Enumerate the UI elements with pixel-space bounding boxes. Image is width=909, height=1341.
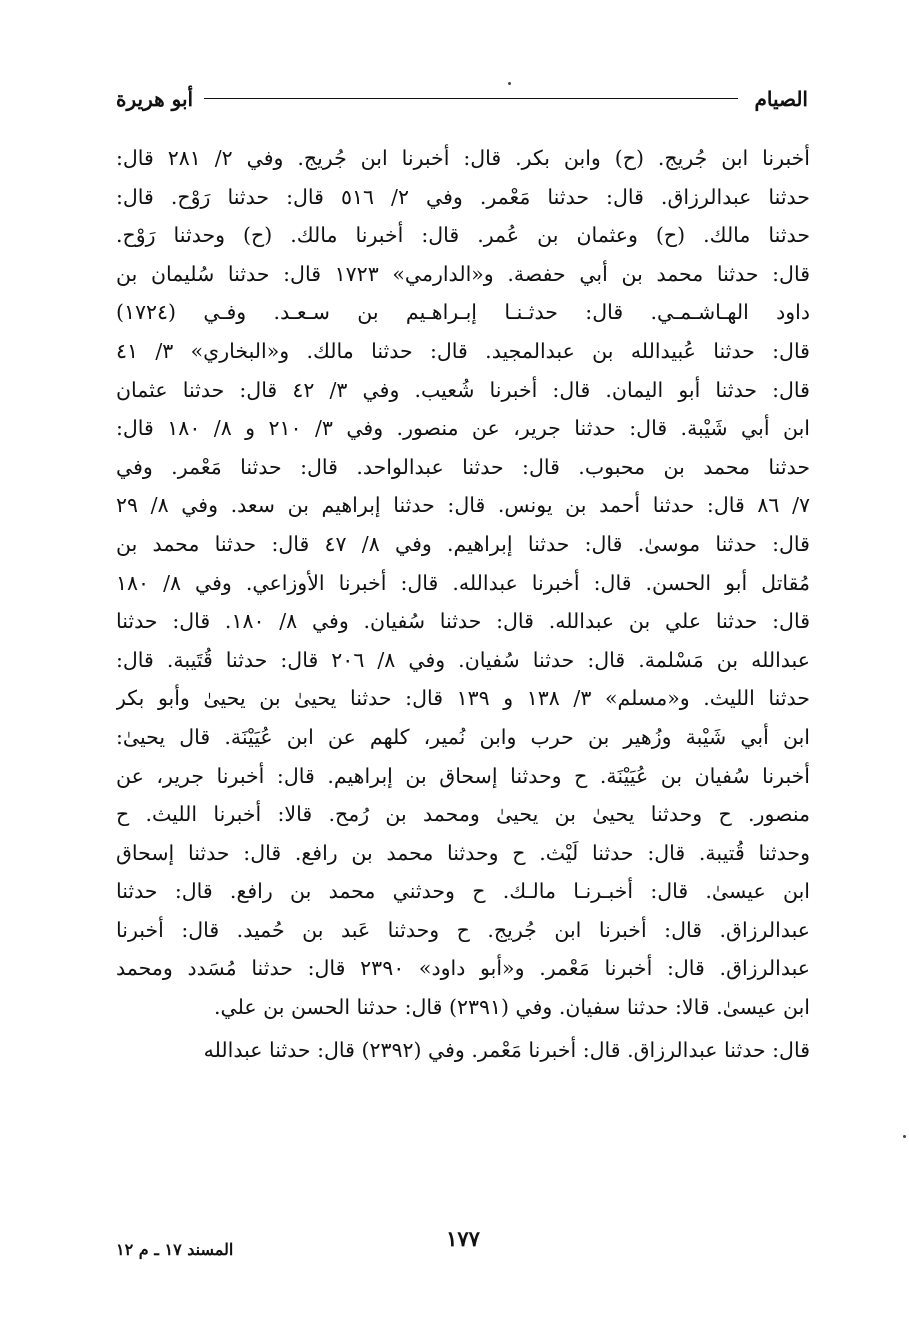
text-line: ابن عيسىٰ. قالا: حدثنا سفيان. وفي (٢٣٩١) قال: حدثنا الحسن بن علي. xyxy=(213,995,810,1020)
page-footer xyxy=(116,1226,810,1266)
text-line: قال: حدثنا عُبيدالله بن عبدالمجيد. قال: حدثنا مالك. و«البخاري» ٣/ ٤١ xyxy=(116,338,810,363)
text-line: أخبرنا سُفيان بن عُيَيْنَة. ح وحدثنا إسحاق بن إبراهيم. قال: أخبرنا جرير، عن xyxy=(116,763,810,788)
text-line: داود الهـاشـمـي. قال: حدثـنـا إبـراهـيم بن سـعـد. وفـي (١٧٢٤) xyxy=(116,300,810,325)
text-line: حدثنا عبدالرزاق. قال: حدثنا مَعْمر. وفي ٢/ ٥١٦ قال: حدثنا رَوْح. قال: xyxy=(116,184,810,209)
page-number: ١٧٧ xyxy=(446,1226,480,1251)
text-line: حدثنا محمد بن محبوب. قال: حدثنا عبدالواحد. قال: حدثنا مَعْمر. وفي xyxy=(116,454,810,479)
text-line: ٧/ ٨٦ قال: حدثنا أحمد بن يونس. قال: حدثنا إبراهيم بن سعد. وفي ٨/ ٢٩ xyxy=(116,493,810,518)
print-speck xyxy=(508,82,511,85)
print-speck xyxy=(903,1135,906,1138)
hadith-text xyxy=(116,139,810,1069)
narrator-title: أبو هريرة xyxy=(116,87,194,111)
text-line: ابن أبي شَيْبة وزُهير بن حرب وابن نُمير، كلهم عن ابن عُيَيْنَة. قال يحيىٰ: xyxy=(116,724,810,749)
text-line: قال: حدثنا محمد بن أبي حفصة. و«الدارمي» ١٧٢٣ قال: حدثنا سُليمان بن xyxy=(116,261,810,286)
text-line: عبدالرزاق. قال: أخبرنا ابن جُريج. ح وحدثنا عَبد بن حُميد. قال: أخبرنا xyxy=(116,917,810,942)
text-line: قال: حدثنا موسىٰ. قال: حدثنا إبراهيم. وفي ٨/ ٤٧ قال: حدثنا محمد بن xyxy=(116,531,810,556)
text-line: منصور. ح وحدثنا يحيىٰ بن يحيىٰ ومحمد بن رُمح. قالا: أخبرنا الليث. ح xyxy=(116,802,810,827)
running-header xyxy=(116,84,808,114)
text-line: عبدالله بن مَسْلمة. قال: حدثنا سُفيان. وفي ٨/ ٢٠٦ قال: حدثنا قُتَيبة. قال: xyxy=(116,647,810,672)
text-line: حدثنا مالك. (ح) وعثمان بن عُمر. قال: أخبرنا مالك. (ح) وحدثنا رَوْح. xyxy=(116,223,810,248)
text-line: حدثنا الليث. و«مسلم» ٣/ ١٣٨ و ١٣٩ قال: حدثنا يحيىٰ بن يحيىٰ وأبو بكر xyxy=(116,686,810,711)
header-rule xyxy=(204,98,738,99)
text-line: أخبرنا ابن جُريج. (ح) وابن بكر. قال: أخبرنا ابن جُريج. وفي ٢/ ٢٨١ قال: xyxy=(116,146,810,170)
text-line: وحدثنا قُتيبة. قال: حدثنا لَيْث. ح وحدثنا محمد بن رافع. قال: حدثنا إسحاق xyxy=(116,840,810,865)
text-line: قال: حدثنا أبو اليمان. قال: أخبرنا شُعيب. وفي ٣/ ٤٢ قال: حدثنا عثمان xyxy=(116,377,810,402)
text-line: قال: حدثنا عبدالرزاق. قال: أخبرنا مَعْمر. وفي (٢٣٩٢) قال: حدثنا عبدالله xyxy=(203,1037,810,1062)
text-line: قال: حدثنا علي بن عبدالله. قال: حدثنا سُفيان. وفي ٨/ ١٨٠. قال: حدثنا xyxy=(116,609,810,634)
text-line: ابن عيسىٰ. قال: أخبـرنـا مالـك. ح وحدثني محمد بن رافع. قال: حدثنا xyxy=(116,879,810,904)
printer-signature: المسند ١٧ ـ م ١٢ xyxy=(116,1240,234,1259)
text-line: ابن أبي شَيْبة. قال: حدثنا جرير، عن منصور. وفي ٣/ ٢١٠ و ٨/ ١٨٠ قال: xyxy=(116,416,810,441)
text-line: مُقاتل أبو الحسن. قال: أخبرنا عبدالله. قال: أخبرنا الأوزاعي. وفي ٨/ ١٨٠ xyxy=(116,570,810,595)
chapter-title: الصيام xyxy=(754,87,808,111)
text-line: عبدالرزاق. قال: أخبرنا مَعْمر. و«أبو داود» ٢٣٩٠ قال: حدثنا مُسَدد ومحمد xyxy=(116,956,810,981)
